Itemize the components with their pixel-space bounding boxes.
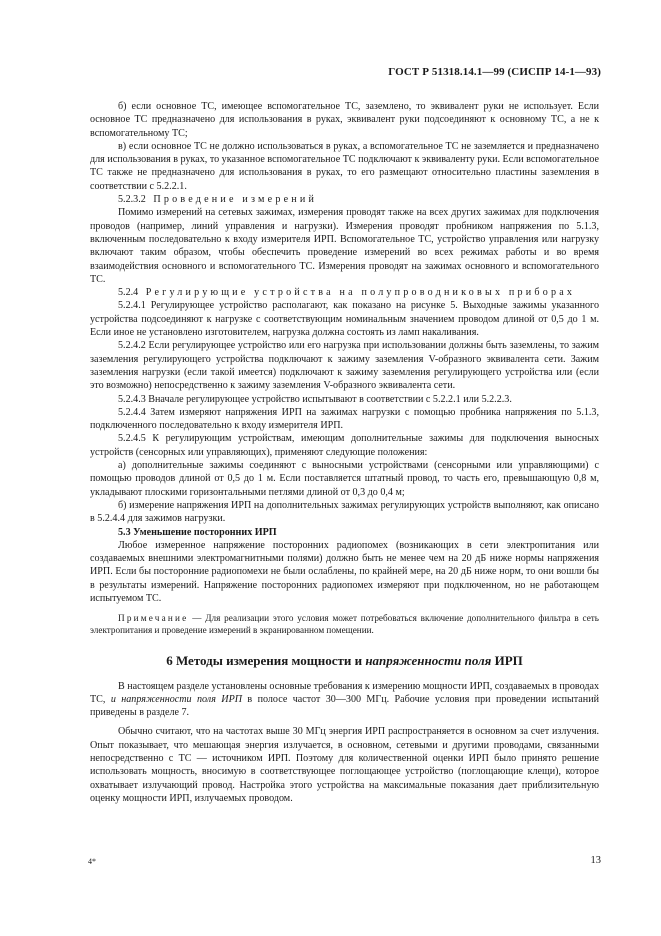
heading-italic-part: напряженности поля [365,653,492,669]
paragraph-v: в) если основное ТС не должно использоваться в руках, а вспомогательное ТС не заземляется и предназначено для использования в руках, то указанное вспомогательное ТС подключают к эквиваленту руки. Если вспомогательное ТС также не предназначено для использования в руках, то его размещают относительно пластины заземления в соответствии с 5.2.2.1. [90,140,599,192]
note [90,612,599,636]
paragraph-5-2-3-2: Помимо измерений на сетевых зажимах, измерения проводят также на всех других зажимах для подключения проводов (например, линий управления и нагрузки). Измерения проводят пробником напряжения по 5.1.3, включенным последовательно к входу измерителя ИРП. Вспомогательное ТС, устройство управления или нагрузку включают таким образом, чтобы обеспечить проведение измерений во всех режимах работы и во время взаимодействия основного и вспомогательного ТС. Измерения проводят на зажимах основного и вспомогательного ТС. [90,207,599,285]
note-text: — Для реализации этого условия может потребоваться включение дополнительного фильтра в сеть электропитания и проведение измерений в экранированном помещении. [90,613,599,636]
paragraph-5-2-4-4: 5.2.4.4 Затем измеряют напряжения ИРП на зажимах нагрузки с помощью пробника напряжения по 5.1.3, подключенного последовательно к входу измерителя ИРП. [90,406,599,432]
subsection-5-2-4-heading [90,286,599,299]
heading-part: 6 Методы измерения мощности и [166,653,366,669]
paragraph-5-2-4-3: 5.2.4.3 Вначале регулирующее устройство испытывают в соответствии с 5.2.2.1 или 5.2.2.3. [118,393,512,405]
italic-text-run: и напряженности поля ИРП [110,693,243,705]
section-6-heading [90,654,599,667]
subsection-number: 5.2.3.2 [118,194,146,206]
text-run: В настоящем разделе установлены основные требования к измерению мощности ИРП, создаваемых в проводах ТС, [90,680,599,705]
paragraph-5-2-4-2: 5.2.4.2 Если регулирующее устройство или его нагрузка при использовании должны быть заземлены, то зажим заземления регулирующего устройства подключают к зажиму заземления V-образного эквивалента сети. Зажим заземления нагрузки (если такой имеется) подключают к зажиму заземления регулирующего устройства или (если это возможно) непосредственно к зажиму заземления V-образного эквивалента сети. [90,340,599,392]
paragraph-b: б) если основное ТС, имеющее вспомогательное ТС, заземлено, то эквивалент руки не использует. Если основное ТС предназначено для использования в руках, эквивалент руки подсоединяют к основному ТС, а не к вспомогательному ТС; [90,101,599,139]
paragraph-5-2-4-5-a: а) дополнительные зажимы соединяют с выносными устройствами (сенсорными или управляющими) с помощью проводов длиной от 0,5 до 1 м. Если поставляется штатный провод, то часть его, превышающую 0,8 м, укладывают плоскими горизонтальными петлями длиной от 0,3 до 0,4 м; [90,460,599,498]
subsection-5-2-3-2-heading [90,193,599,206]
heading-part: ИРП [491,653,523,669]
paragraph-5-2-4-1: 5.2.4.1 Регулирующее устройство располагают, как показано на рисунке 5. Выходные зажимы указанного устройства подсоединяют к нагрузке с соответствующим номинальным значением проводом длиной от 0,5 до 1 м. Если иное не установлено изготовителем, нагрузка должна состоять из ламп накаливания. [90,300,599,339]
paragraph-5-2-4-5-b: б) измерение напряжения ИРП на дополнительных зажимах регулирующих устройств выполняют, как описано в 5.2.4.4 для зажимов нагрузки. [90,499,599,525]
paragraph-5-2-4-5: 5.2.4.5 К регулирующим устройствам, имеющим дополнительные зажимы для подключения выносных устройств (сенсорных или управляющих), применяют следующие положения: [90,433,599,458]
text-run: в полосе частот 30—300 МГц. Рабочие условия при проведении испытаний приведены в разделе 7. [90,693,599,719]
subsection-5-3-heading: 5.3 Уменьшение посторонних ИРП [118,526,277,538]
note-label: Примечание [118,613,189,624]
subsection-title: Регулирующие устройства на полупроводниковых приборах [145,287,576,299]
document-body [90,100,599,805]
footer-mark: 4* [88,857,96,866]
section-6-paragraph-2: Обычно считают, что на частотах выше 30 МГц энергия ИРП распространяется в основном за счет излучения. Опыт показывает, что мешающая энергия излучается, в основном, сетевыми и другими проводами, связанными непосредственно с ТС — источником ИРП. Поэтому для количественной оценки ИРП было принято решение использовать мощность, вносимую в соответствующее поглощающее устройство (поглощающие клещи), которое охватывает излучающий провод. Настройка этого устройства на максимальные показания дает приблизительную оценку мощности ИРП, излучаемых проводом. [90,726,599,804]
document-header: ГОСТ Р 51318.14.1—99 (СИСПР 14-1—93) [388,66,601,78]
page-number: 13 [590,855,601,866]
paragraph-5-3: Любое измеренное напряжение посторонних радиопомех (возникающих в сети электропитания или создаваемых внешними электромагнитными полями) должно быть не менее чем на 20 дБ ниже нормы напряжения ИРП. Если бы посторонние радиопомехи не были ослаблены, по крайней мере, на 20 дБ ниже норм, то они вошли бы в результаты измерений. Напряжение посторонних радиопомех измеряют при подключенном, но не работающем испытуемом ТС. [90,539,599,604]
subsection-number: 5.2.4 [118,287,139,299]
section-6-paragraph-1 [90,680,599,720]
subsection-title: Проведение измерений [153,194,318,206]
